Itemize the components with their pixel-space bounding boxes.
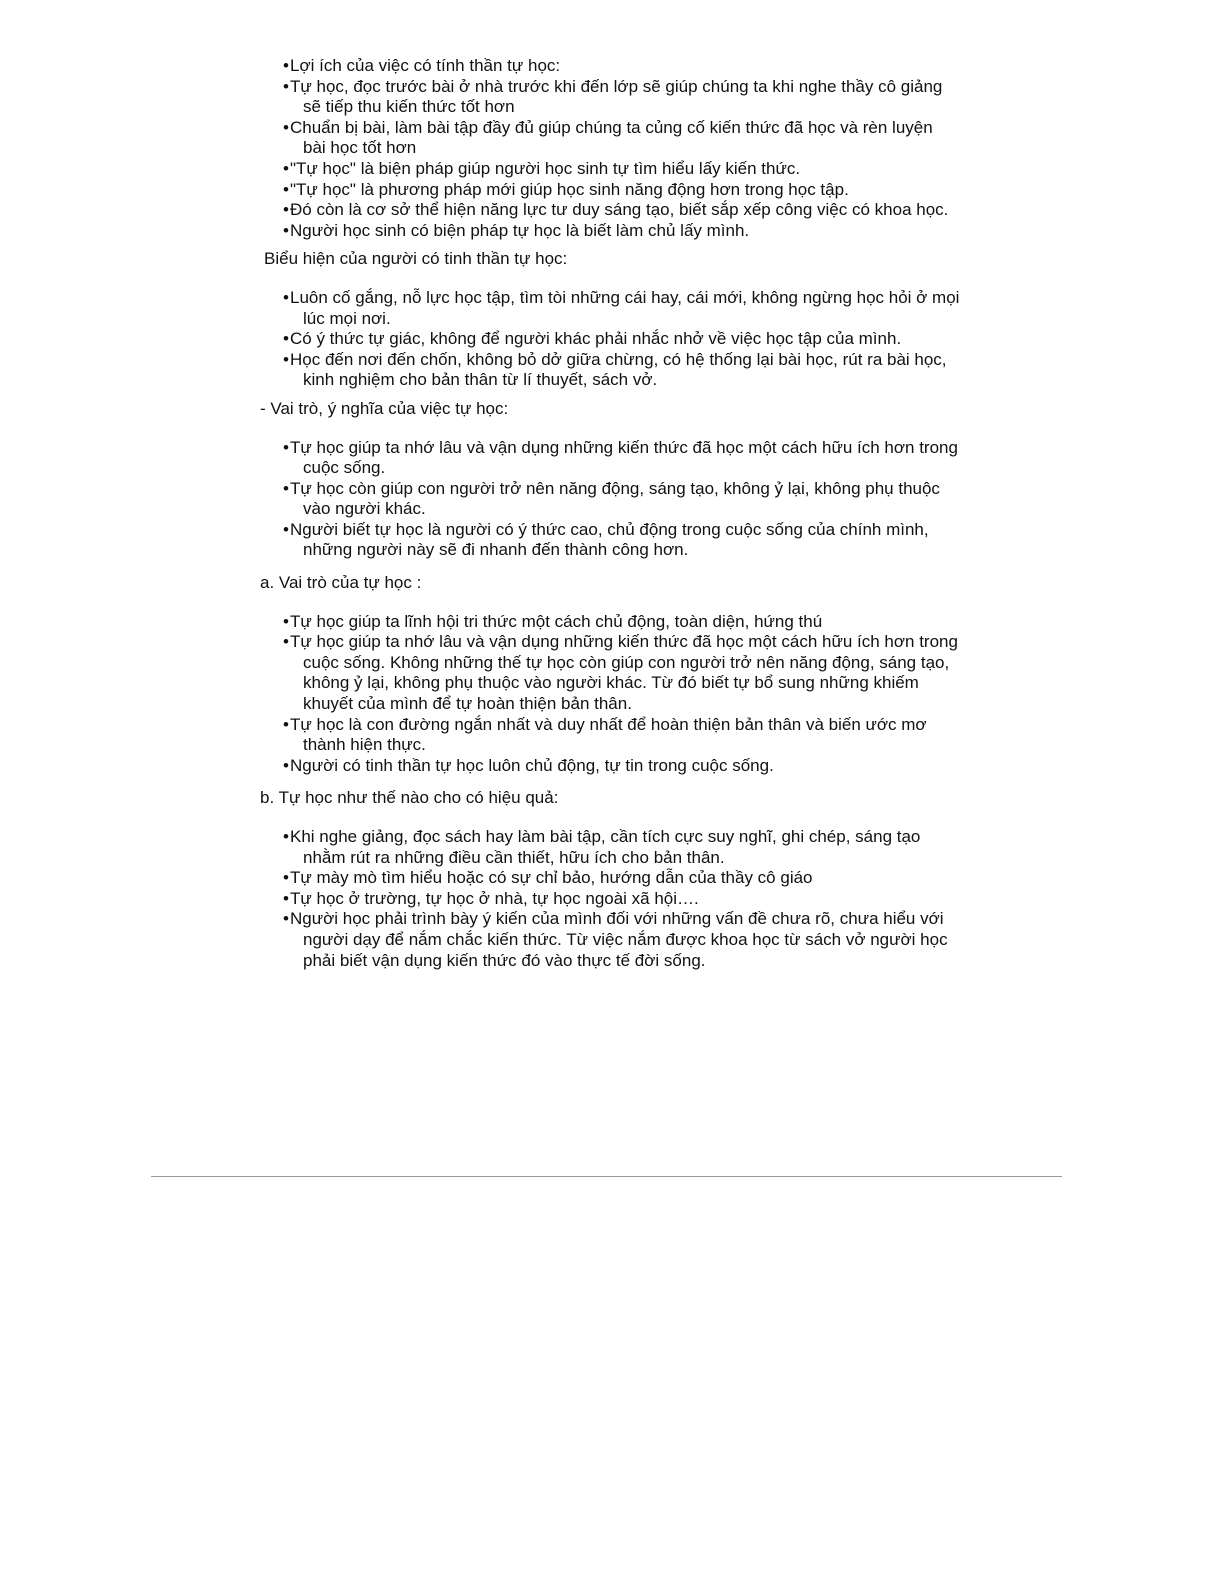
- list-item: [276, 889, 960, 910]
- bullet-icon: •: [283, 714, 289, 734]
- list-item: [276, 77, 960, 118]
- list-item: [276, 288, 960, 329]
- list-item: [276, 909, 960, 971]
- bullet-icon: •: [283, 632, 289, 652]
- list-item: [276, 159, 960, 180]
- section-heading: b. Tự học như thế nào cho có hiệu quả:: [260, 788, 559, 808]
- list-item-text: Tự học còn giúp con người trở nên năng động, sáng tạo, không ỷ lại, không phụ thuộc vào người khác.: [290, 478, 940, 519]
- bullet-icon: •: [283, 179, 289, 199]
- bullet-icon: •: [283, 287, 289, 307]
- bullet-icon: •: [283, 611, 289, 631]
- bullet-icon: •: [283, 888, 289, 908]
- list-item: [276, 180, 960, 201]
- list-item: [276, 438, 960, 479]
- section-role: [260, 573, 960, 776]
- section-heading: Biểu hiện của người có tinh thần tự học:: [264, 249, 568, 269]
- list-item-text: Người có tinh thần tự học luôn chủ động, tự tin trong cuộc sống.: [290, 755, 774, 775]
- list-item: [276, 715, 960, 756]
- list-item-text: Lợi ích của việc có tính thần tự học:: [290, 56, 561, 75]
- list-item-text: Tự mày mò tìm hiểu hoặc có sự chỉ bảo, hướng dẫn của thầy cô giáo: [290, 868, 813, 888]
- role-list: [260, 612, 960, 777]
- list-item: [276, 632, 960, 714]
- list-item-text: Khi nghe giảng, đọc sách hay làm bài tập, cần tích cực suy nghĩ, ghi chép, sáng tạo nhằm rút ra những điều cần thiết, hữu ích cho bản thân.: [290, 827, 921, 867]
- list-item-text: Người học sinh có biện pháp tự học là biết làm chủ lấy mình.: [290, 220, 750, 240]
- list-item-text: Tự học giúp ta nhớ lâu và vận dụng những kiến thức đã học một cách hữu ích hơn trong cuộc sống.: [290, 437, 958, 478]
- list-item-text: Luôn cố gắng, nỗ lực học tập, tìm tòi những cái hay, cái mới, không ngừng học hỏi ở mọi lúc mọi nơi.: [290, 287, 960, 328]
- section-effective: [260, 788, 960, 971]
- bullet-icon: •: [283, 437, 289, 457]
- bullet-icon: •: [283, 349, 289, 369]
- list-item: [276, 868, 960, 889]
- list-item: [276, 350, 960, 391]
- benefits-list: [260, 56, 960, 241]
- list-item: [276, 612, 960, 633]
- section-expressions: [260, 249, 960, 391]
- bullet-icon: •: [283, 220, 289, 240]
- list-item: [276, 479, 960, 520]
- bullet-icon: •: [283, 868, 289, 888]
- bullet-icon: •: [283, 158, 289, 178]
- list-item-text: Tự học giúp ta nhớ lâu và vận dụng những kiến thức đã học một cách hữu ích hơn trong cuộc sống. Không những thế tự học còn giúp con người trở nên năng động, sáng tạo, không ỷ lại, không phụ thuộc vào người khác. Từ đó biết tự bổ sung những khiếm khuyết của mình để tự hoàn thiện bản thân.: [290, 632, 958, 714]
- bullet-icon: •: [283, 200, 289, 220]
- bullet-icon: •: [283, 827, 289, 846]
- section-benefits: [260, 56, 960, 241]
- list-item: [276, 756, 960, 777]
- list-item: [276, 520, 960, 561]
- footer-divider: [151, 1176, 1062, 1177]
- list-item-text: Học đến nơi đến chốn, không bỏ dở giữa chừng, có hệ thống lại bài học, rút ra bài học, kinh nghiệm cho bản thân từ lí thuyết, sách vở.: [290, 349, 947, 390]
- list-item-text: Tự học ở trường, tự học ở nhà, tự học ngoài xã hội….: [290, 888, 699, 908]
- bullet-icon: •: [283, 519, 289, 539]
- bullet-icon: •: [283, 909, 289, 929]
- list-item-text: Người học phải trình bày ý kiến của mình đối với những vấn đề chưa rõ, chưa hiểu với người dạy để nắm chắc kiến thức. Từ việc nắm được khoa học từ sách vở người học phải biết vận dụng kiến thức đó vào thực tế đời sống.: [290, 909, 948, 970]
- list-item-text: Chuẩn bị bài, làm bài tập đầy đủ giúp chúng ta củng cố kiến thức đã học và rèn luyện bài học tốt hơn: [290, 117, 933, 158]
- list-item: [276, 827, 960, 868]
- list-item: [276, 329, 960, 350]
- list-item-text: Tự học là con đường ngắn nhất và duy nhất để hoàn thiện bản thân và biến ước mơ thành hiện thực.: [290, 714, 927, 755]
- effective-list: [260, 827, 960, 971]
- bullet-icon: •: [283, 478, 289, 498]
- document-body: [260, 56, 960, 971]
- bullet-icon: •: [283, 56, 289, 75]
- section-heading: a. Vai trò của tự học :: [260, 573, 422, 593]
- section-heading: - Vai trò, ý nghĩa của việc tự học:: [260, 398, 509, 418]
- list-item-text: "Tự học" là biện pháp giúp người học sinh tự tìm hiểu lấy kiến thức.: [290, 158, 801, 178]
- list-item-text: Tự học giúp ta lĩnh hội tri thức một cách chủ động, toàn diện, hứng thú: [290, 611, 823, 631]
- list-item-text: Người biết tự học là người có ý thức cao, chủ động trong cuộc sống của chính mình, những người này sẽ đi nhanh đến thành công hơn.: [290, 519, 929, 560]
- list-item: [276, 221, 960, 242]
- bullet-icon: •: [283, 76, 289, 96]
- expressions-list: [260, 288, 960, 391]
- section-role-meaning: [260, 399, 960, 561]
- list-item-text: Có ý thức tự giác, không để người khác phải nhắc nhở về việc học tập của mình.: [290, 329, 902, 349]
- list-item: [276, 118, 960, 159]
- list-item-text: "Tự học" là phương pháp mới giúp học sinh năng động hơn trong học tập.: [290, 179, 849, 199]
- bullet-icon: •: [283, 117, 289, 137]
- list-item-text: Tự học, đọc trước bài ở nhà trước khi đến lớp sẽ giúp chúng ta khi nghe thầy cô giảng sẽ tiếp thu kiến thức tốt hơn: [290, 76, 943, 117]
- role-meaning-list: [260, 438, 960, 562]
- bullet-icon: •: [283, 329, 289, 349]
- bullet-icon: •: [283, 755, 289, 775]
- list-item: [276, 200, 960, 221]
- list-item: [276, 56, 960, 77]
- list-item-text: Đó còn là cơ sở thể hiện năng lực tư duy sáng tạo, biết sắp xếp công việc có khoa học.: [290, 200, 949, 220]
